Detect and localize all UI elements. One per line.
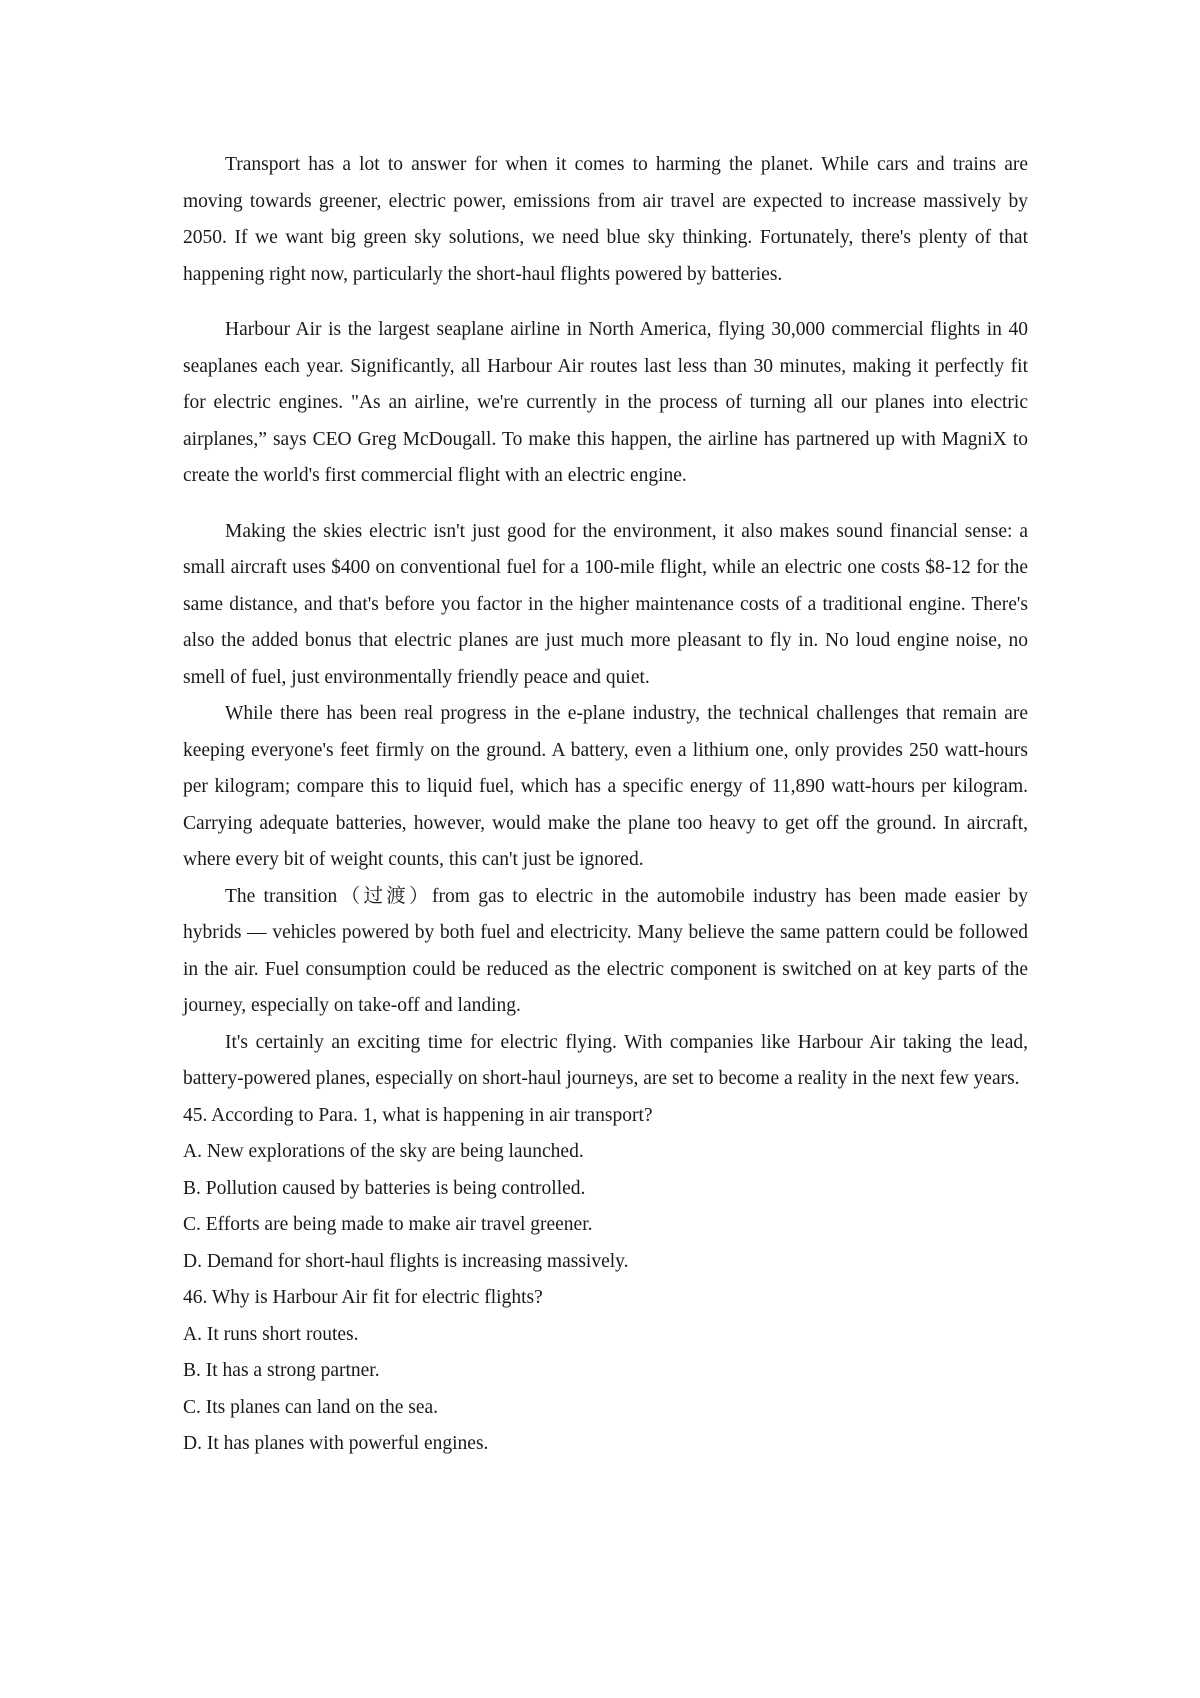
option-d: D. It has planes with powerful engines. <box>183 1433 489 1454</box>
paragraph-1: Transport has a lot to answer for when it comes to harming the planet. While cars and trains are moving towards greener, electric power, emissions from air travel are expected to increase massively by 2050. If we want big green sky solutions, we need blue sky thinking. Fortunately, there's plenty of that happening right now, particularly the short-haul flights powered by batteries. <box>183 154 1028 285</box>
option-a: A. New explorations of the sky are being launched. <box>183 1141 584 1162</box>
option-b: B. Pollution caused by batteries is being controlled. <box>183 1177 586 1199</box>
option-a: A. It runs short routes. <box>183 1323 359 1345</box>
paragraph-6: It's certainly an exciting time for electric flying. With companies like Harbour Air taking the lead, battery-powered planes, especially on short-haul journeys, are set to become a reality in the next few years. <box>183 1031 1028 1089</box>
question-45 <box>183 1098 1028 1281</box>
question-46 <box>183 1280 1028 1463</box>
paragraph-4: While there has been real progress in the e-plane industry, the technical challenges that remain are keeping everyone's feet firmly on the ground. A battery, even a lithium one, only provides 250 watt-hours per kilogram; compare this to liquid fuel, which has a specific energy of 11,890 watt-hours per kilogram. Carrying adequate batteries, however, would make the plane too heavy to get off the ground. In aircraft, where every bit of weight counts, this can't just be ignored. <box>183 703 1028 870</box>
option-b: B. It has a strong partner. <box>183 1360 380 1381</box>
document-page <box>183 147 1028 1463</box>
question-stem: 45. According to Para. 1, what is happening in air transport? <box>183 1104 653 1126</box>
option-c: C. Its planes can land on the sea. <box>183 1396 439 1418</box>
paragraph-3: Making the skies electric isn't just good for the environment, it also makes sound financial sense: a small aircraft uses $400 on conventional fuel for a 100-mile flight, while an electric one costs $8-12 for the same distance, and that's before you factor in the higher maintenance costs of a traditional engine. There's also the added bonus that electric planes are just much more pleasant to fly in. No loud engine noise, no smell of fuel, just environmentally friendly peace and quiet. <box>183 520 1028 688</box>
option-c: C. Efforts are being made to make air travel greener. <box>183 1214 593 1235</box>
paragraph-5: The transition（过渡）from gas to electric in the automobile industry has been made easier by hybrids — vehicles powered by both fuel and electricity. Many believe the same pattern could be followed in the air. Fuel consumption could be reduced as the electric component is switched on at key parts of the journey, especially on take-off and landing. <box>183 885 1028 1016</box>
question-stem: 46. Why is Harbour Air fit for electric flights? <box>183 1287 543 1308</box>
paragraph-2: Harbour Air is the largest seaplane airline in North America, flying 30,000 commercial flights in 40 seaplanes each year. Significantly, all Harbour Air routes last less than 30 minutes, making it perfectly fit for electric engines. "As an airline, we're currently in the process of turning all our planes into electric airplanes,” says CEO Greg McDougall. To make this happen, the airline has partnered up with MagniX to create the world's first commercial flight with an electric engine. <box>183 319 1028 486</box>
option-d: D. Demand for short-haul flights is increasing massively. <box>183 1250 629 1272</box>
